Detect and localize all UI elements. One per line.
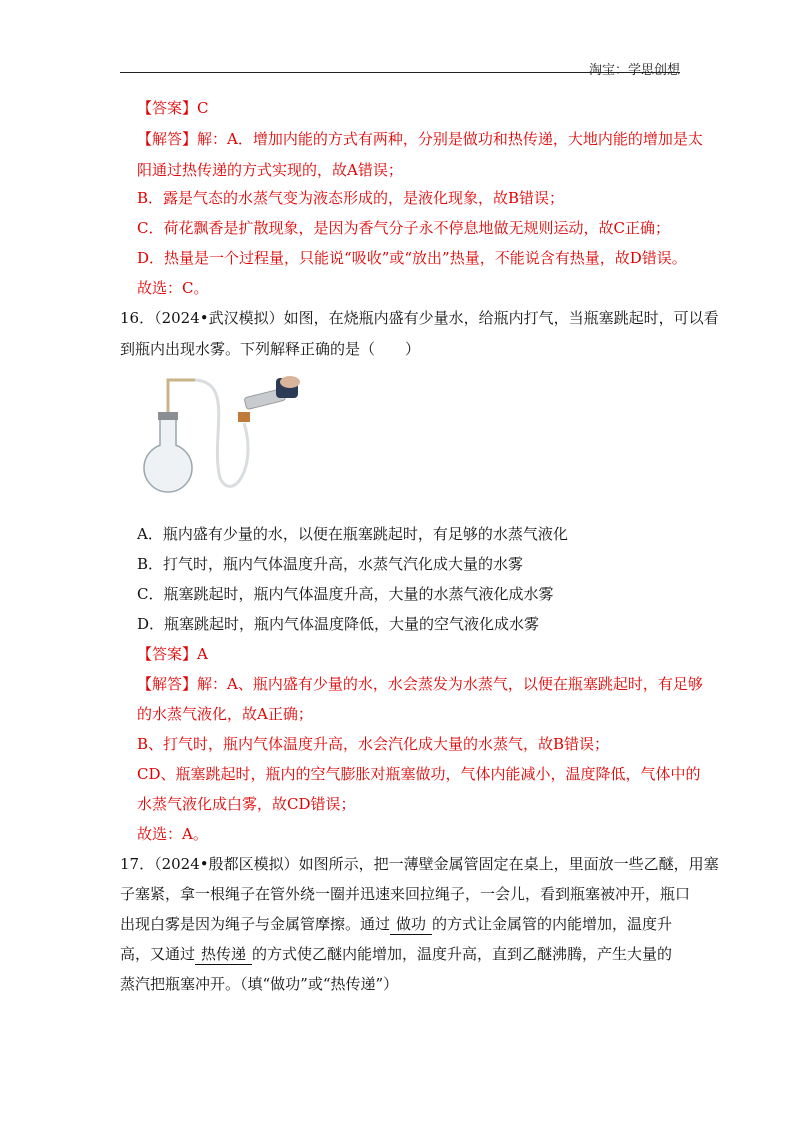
question-17-line2: 子塞紧，拿一根绳子在管外绕一圈并迅速来回拉绳子，一会儿，看到瓶塞被冲开，瓶口 [120,885,691,903]
question-17-line4-post: 的方式使乙醚内能增加，温度升高，直到乙醚沸腾，产生大量的 [252,945,673,963]
question-17-line3 [120,914,672,935]
question-17-line3-pre: 出现白雾是因为绳子与金属管摩擦。通过 [120,915,391,933]
flask-pump-figure [140,368,300,498]
explanation-15-b: B．露是气态的水蒸气变为液态形成的，是液化现象，故B错误； [137,189,565,207]
explanation-16-line1: 【解答】解：A、瓶内盛有少量的水，水会蒸发为水蒸气，以便在瓶塞跳起时，有足够 [137,675,703,693]
explanation-16-line3: B、打气时，瓶内气体温度升高，水会汽化成大量的水蒸气，故B错误； [137,735,610,753]
answer-16: 【答案】A [137,645,208,663]
explanation-15-c: C．荷花飘香是扩散现象，是因为香气分子永不停息地做无规则运动，故C正确； [137,219,670,237]
question-17-line5: 蒸汽把瓶塞冲开。（填“做功”或“热传递”） [120,975,399,993]
option-16-a: A．瓶内盛有少量的水，以便在瓶塞跳起时，有足够的水蒸气液化 [137,525,568,543]
option-16-b: B．打气时，瓶内气体温度升高，水蒸气汽化成大量的水雾 [137,555,524,573]
question-16-line2: 到瓶内出现水雾。下列解释正确的是（ ） [120,340,421,358]
header-text: 淘宝：学思创想 [588,63,680,78]
explanation-15-d: D．热量是一个过程量，只能说“吸收”或“放出”热量，不能说含有热量，故D错误。 [137,249,687,267]
choose-15: 故选：C。 [137,279,209,297]
explanation-16-line5: 水蒸气液化成白雾，故CD错误； [137,795,356,813]
answer-blank-2: 热传递 [195,944,252,965]
explanation-15-line1: 【解答】解：A．增加内能的方式有两种，分别是做功和热传递，大地内能的增加是太 [137,130,703,148]
question-17-line4 [120,944,672,965]
question-17-line4-pre: 高，又通过 [120,945,196,963]
question-17-line3-post: 的方式让金属管的内能增加，温度升 [432,915,673,933]
option-16-c: C．瓶塞跳起时，瓶内气体温度升高，大量的水蒸气液化成水雾 [137,585,554,603]
question-17-line1: 17．（2024•殷都区模拟）如图所示，把一薄壁金属管固定在桌上，里面放一些乙醚，用塞 [120,855,719,873]
header-rule [120,72,680,73]
question-16-line1: 16．（2024•武汉模拟）如图，在烧瓶内盛有少量水，给瓶内打气，当瓶塞跳起时，可以看 [120,309,719,327]
option-16-d: D．瓶塞跳起时，瓶内气体温度降低，大量的空气液化成水雾 [137,615,540,633]
answer-blank-1: 做功 [390,914,432,935]
explanation-15-line2: 阳通过热传递的方式实现的，故A错误； [137,161,403,179]
explanation-16-line2: 的水蒸气液化，故A正确； [137,705,313,723]
choose-16: 故选：A。 [137,825,208,843]
explanation-16-line4: CD、瓶塞跳起时，瓶内的空气膨胀对瓶塞做功，气体内能减小，温度降低，气体中的 [137,765,701,783]
answer-15: 【答案】C [137,99,209,117]
